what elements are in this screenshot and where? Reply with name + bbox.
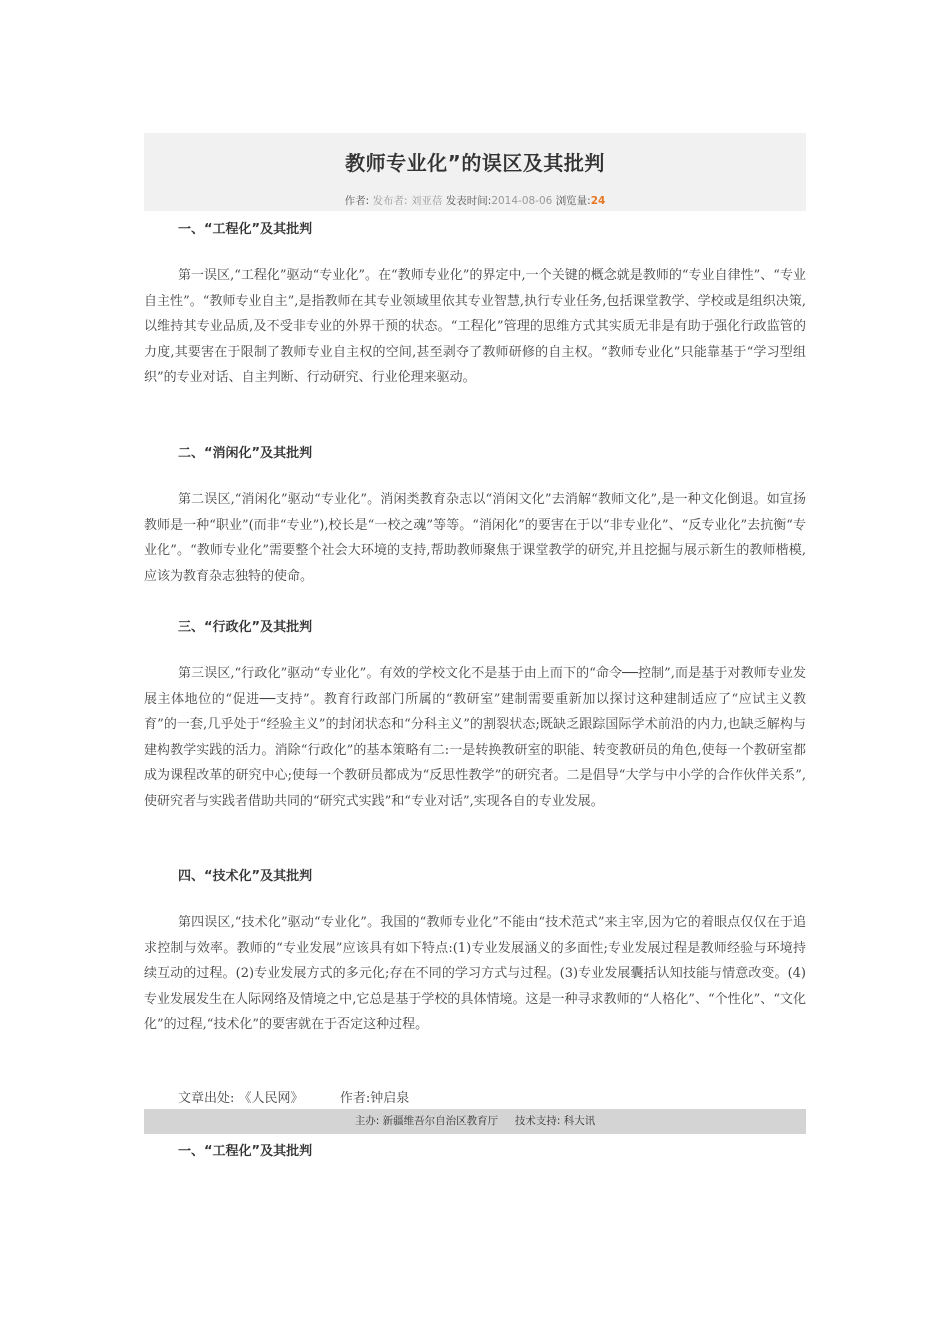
- footer-support-value: 科大讯: [563, 1115, 596, 1127]
- publish-time-value: 2014-08-06: [491, 195, 553, 207]
- publisher-label: 发布者:: [372, 195, 408, 207]
- author-label: 作者:: [344, 195, 370, 207]
- section-heading-4: 四、“技术化”及其批判: [178, 869, 313, 884]
- source-author-label: 作者:: [339, 1091, 371, 1106]
- view-count-label: 浏览量:: [555, 195, 591, 207]
- view-count-value: 24: [590, 195, 606, 207]
- publish-time-label: 发表时间:: [445, 195, 492, 207]
- section-body-4: 第四误区,“技术化”驱动“专业化”。我国的“教师专业化”不能由“技术范式”来主宰,因为它的着眼点仅仅在于追求控制与效率。教师的“专业发展”应该具有如下特点:(1)专业发展涵义的多面性;专业发展过程是教师经验与环境持续互动的过程。(2)专业发展方式的多元化;存在不同的学习方式与过程。(3)专业发展囊括认知技能与情意改变。(4)专业发展发生在人际网络及情境之中,它总是基于学校的具体情境。这是一种寻求教师的“人格化”、“个性化”、“文化化”的过程,“技术化”的要害就在于否定这种过程。: [144, 915, 806, 1032]
- section-body-2: 第二误区,“消闲化”驱动“专业化”。消闲类教育杂志以“消闲文化”去消解“教师文化”,是一种文化倒退。如宣扬教师是一种“职业”(而非“专业”),校长是“一校之魂”等等。“消闲化”的要害在于以“非专业化”、“反专业化”去抗衡“专业化”。“教师专业化”需要整个社会大环境的支持,帮助教师聚焦于课堂教学的研究,并且挖掘与展示新生的教师楷模,应该为教育杂志独特的使命。: [144, 492, 806, 584]
- article-meta: [144, 193, 806, 208]
- footer-support-label: 技术支持:: [514, 1115, 561, 1127]
- footer-host-value: 新疆维吾尔自治区教育厅: [382, 1115, 499, 1127]
- section-heading-2: 二、“消闲化”及其批判: [178, 446, 313, 461]
- section-heading-1: 一、“工程化”及其批判: [178, 222, 313, 237]
- footer-host-label: 主办:: [354, 1115, 380, 1127]
- section-heading-3: 三、“行政化”及其批判: [178, 620, 313, 635]
- section-body-3: 第三误区,“行政化”驱动“专业化”。有效的学校文化不是基于由上而下的“命令──控制”,而是基于对教师专业发展主体地位的“促进──支持”。教育行政部门所属的“教研室”建制需要重新加以探讨这种建制适应了“应试主义教育”的一套,几乎处于“经验主义”的封闭状态和“分科主义”的割裂状态;既缺乏跟踪国际学术前沿的内力,也缺乏解构与建构教学实践的活力。消除“行政化”的基本策略有二:一是转换教研室的职能、转变教研员的角色,使每一个教研室都成为课程改革的研究中心;使每一个教研员都成为“反思性教学”的研究者。二是倡导“大学与中小学的合作伙伴关系”,使研究者与实践者借助共同的“研究式实践”和“专业对话”,实现各自的专业发展。: [144, 666, 806, 809]
- source-author-value: 钟启泉: [370, 1091, 410, 1106]
- source-label: 文章出处:: [178, 1091, 235, 1106]
- article-header: [144, 133, 806, 211]
- article-page: [144, 133, 806, 1159]
- publisher-value: 刘亚蓓: [410, 195, 443, 207]
- section-body-1: 第一误区,“工程化”驱动“专业化”。在“教师专业化”的界定中,一个关键的概念就是教师的“专业自律性”、“专业自主性”。“教师专业自主”,是指教师在其专业领域里依其专业智慧,执行专业任务,包括课堂教学、学校或是组织决策,以维持其专业品质,及不受非专业的外界干预的状态。“工程化”管理的思维方式其实质无非是有助于强化行政监管的力度,其要害在于限制了教师专业自主权的空间,甚至剥夺了教师研修的自主权。“教师专业化”只能靠基于“学习型组织”的专业对话、自主判断、行动研究、行业伦理来驱动。: [144, 268, 806, 385]
- site-footer: [144, 1109, 806, 1134]
- trailing-section-heading: 一、“工程化”及其批判: [178, 1144, 313, 1159]
- article-source: [178, 1087, 409, 1106]
- source-value: 《人民网》: [238, 1091, 304, 1106]
- article-title: 教师专业化”的误区及其批判: [345, 151, 605, 175]
